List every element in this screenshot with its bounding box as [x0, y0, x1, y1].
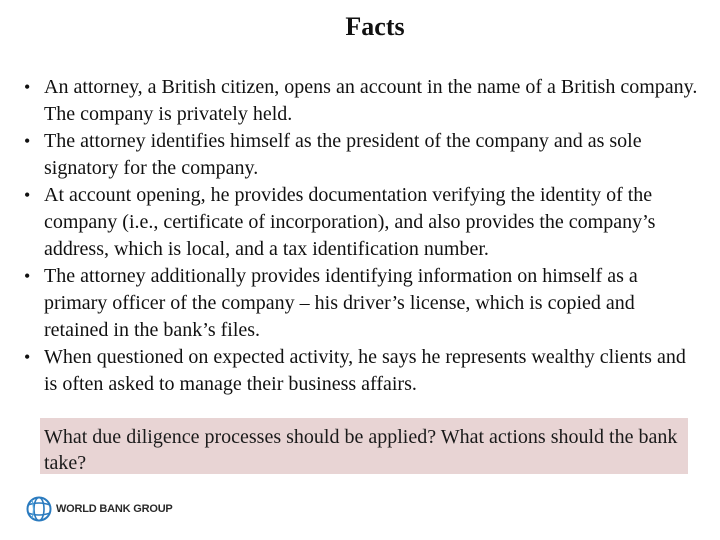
- world-bank-logo: [26, 494, 173, 524]
- globe-icon: [26, 496, 52, 522]
- bullet-icon: •: [24, 347, 31, 367]
- question-box: What due diligence processes should be applied? What actions should the bank take?: [40, 418, 688, 474]
- slide-title: Facts: [345, 12, 405, 41]
- list-item: [24, 344, 704, 398]
- bullet-icon: •: [24, 185, 31, 205]
- logo-text: WORLD BANK GROUP: [56, 503, 173, 515]
- bullet-text: An attorney, a British citizen, opens an account in the name of a British company. The company is privately held.: [44, 76, 698, 125]
- bullet-list: [24, 74, 704, 398]
- bullet-text: The attorney additionally provides identifying information on himself as a primary officer of the company – his driver’s license, which is copied and retained in the bank’s files.: [44, 265, 638, 341]
- list-item: [24, 263, 704, 344]
- bullet-text: The attorney identifies himself as the president of the company and as sole signatory for the company.: [44, 130, 642, 179]
- bullet-icon: •: [24, 77, 31, 97]
- bullet-icon: •: [24, 266, 31, 286]
- list-item: [24, 182, 704, 263]
- bullet-icon: •: [24, 131, 31, 151]
- bullet-text: When questioned on expected activity, he says he represents wealthy clients and is often asked to manage their business affairs.: [44, 346, 686, 395]
- list-item: [24, 74, 704, 128]
- list-item: [24, 128, 704, 182]
- bullet-text: At account opening, he provides documentation verifying the identity of the company (i.e., certificate of incorporation), and also provides the company’s address, which is local, and a tax identification number.: [44, 184, 656, 260]
